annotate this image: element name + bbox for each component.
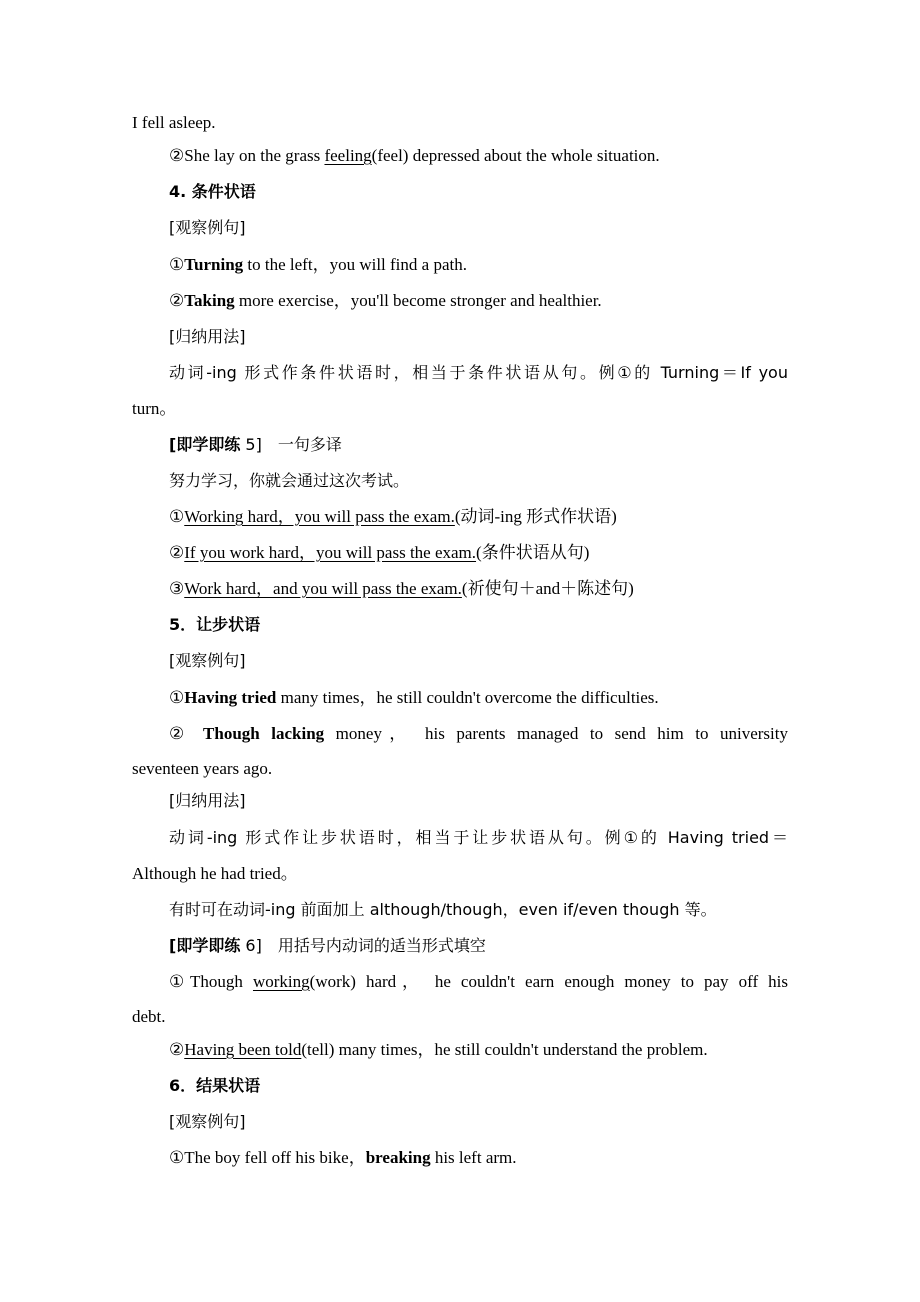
exercise-prompt: 努力学习，你就会通过这次考试。 <box>169 471 410 490</box>
bold-keyword: Having tried <box>184 688 277 707</box>
bracket-label: [观察例句] <box>169 1112 246 1131</box>
bold-keyword: Though lacking <box>203 724 325 743</box>
explanation-text: Although he had tried。 <box>132 864 298 883</box>
text-fragment: money， his parents managed to send him to university <box>324 724 788 743</box>
text-fragment: 动词-ing 形式作让步状语时，相当于让步状语从句。例①的 Having tried＝ <box>169 828 788 847</box>
text-fragment: 动词-ing 形式作条件状语时，相当于条件状语从句。例①的 Turning＝If you <box>169 363 788 382</box>
bold-keyword: Turning <box>184 255 244 274</box>
example-sentence <box>169 289 788 313</box>
bold-keyword: breaking <box>365 1148 431 1167</box>
exercise-label: [即学即练 <box>169 435 241 454</box>
text-line: I fell asleep. <box>132 113 216 132</box>
text-fragment: ② <box>169 543 185 562</box>
exercise-label: [即学即练 <box>169 936 241 955</box>
bracket-label: [归纳用法] <box>169 791 246 810</box>
text-fragment: 有时可在动词-ing 前面加上 although/though，even if/even though 等。 <box>169 900 717 919</box>
text-fragment: ② <box>169 291 185 310</box>
text-fragment: to the left，you will find a path. <box>243 255 467 274</box>
exercise-instruction: 5] 一句多译 <box>240 435 342 454</box>
answer-line: debt. <box>132 1007 166 1026</box>
exercise-heading <box>169 934 788 958</box>
example-sentence: seventeen years ago. <box>132 759 273 778</box>
text-fragment: (动词-ing 形式作状语) <box>454 507 617 526</box>
text-fragment: ① <box>169 688 185 707</box>
text-fragment: ①The boy fell off his bike， <box>169 1148 366 1167</box>
exercise-heading <box>169 433 788 457</box>
text-fragment: (条件状语从句) <box>476 543 590 562</box>
bracket-label: [观察例句] <box>169 218 246 237</box>
text-fragment: ①Though <box>169 972 253 991</box>
section-heading: 6．结果状语 <box>169 1076 261 1095</box>
bold-keyword: Taking <box>184 291 235 310</box>
answer-line <box>169 1038 788 1062</box>
answer-line <box>169 541 788 565</box>
answer-line <box>169 505 788 529</box>
text-fragment: his left arm. <box>430 1148 517 1167</box>
bracket-label: [归纳用法] <box>169 327 246 346</box>
text-fragment: ① <box>169 507 185 526</box>
section-heading: 4. 条件状语 <box>169 182 256 201</box>
explanation-text <box>169 898 788 922</box>
text-fragment: ② <box>169 1040 185 1059</box>
answer-line <box>169 577 788 601</box>
text-fragment: (feel) depressed about the whole situation. <box>371 146 660 165</box>
answer-underlined: Having been told <box>184 1040 302 1059</box>
text-fragment: many times，he still couldn't overcome the difficulties. <box>276 688 659 707</box>
example-sentence <box>169 686 788 710</box>
answer-underlined: Work hard，and you will pass the exam. <box>184 579 462 598</box>
text-fragment: (work) hard， he couldn't earn enough money to pay off his <box>309 972 789 991</box>
text-fragment: ③ <box>169 579 185 598</box>
text-fragment: ② <box>169 724 204 743</box>
explanation-text <box>169 826 788 850</box>
example-sentence <box>169 1146 788 1170</box>
example-sentence <box>169 144 788 168</box>
example-sentence <box>169 722 788 746</box>
answer-underlined: working <box>252 972 310 991</box>
text-fragment: (祈使句＋and＋陈述句) <box>461 579 634 598</box>
section-heading: 5．让步状语 <box>169 615 261 634</box>
answer-underlined: Working hard，you will pass the exam. <box>184 507 455 526</box>
explanation-text: turn。 <box>132 399 177 418</box>
exercise-instruction: 6] 用括号内动词的适当形式填空 <box>240 936 486 955</box>
text-fragment: more exercise，you'll become stronger and healthier. <box>234 291 602 310</box>
explanation-text <box>169 361 788 385</box>
text-fragment: (tell) many times，he still couldn't understand the problem. <box>301 1040 708 1059</box>
bracket-label: [观察例句] <box>169 651 246 670</box>
answer-line <box>169 970 788 994</box>
example-sentence <box>169 253 788 277</box>
answer-underlined: If you work hard，you will pass the exam. <box>184 543 477 562</box>
answer-underlined: feeling <box>324 146 372 165</box>
text-fragment: ① <box>169 255 185 274</box>
text-fragment: ②She lay on the grass <box>169 146 325 165</box>
